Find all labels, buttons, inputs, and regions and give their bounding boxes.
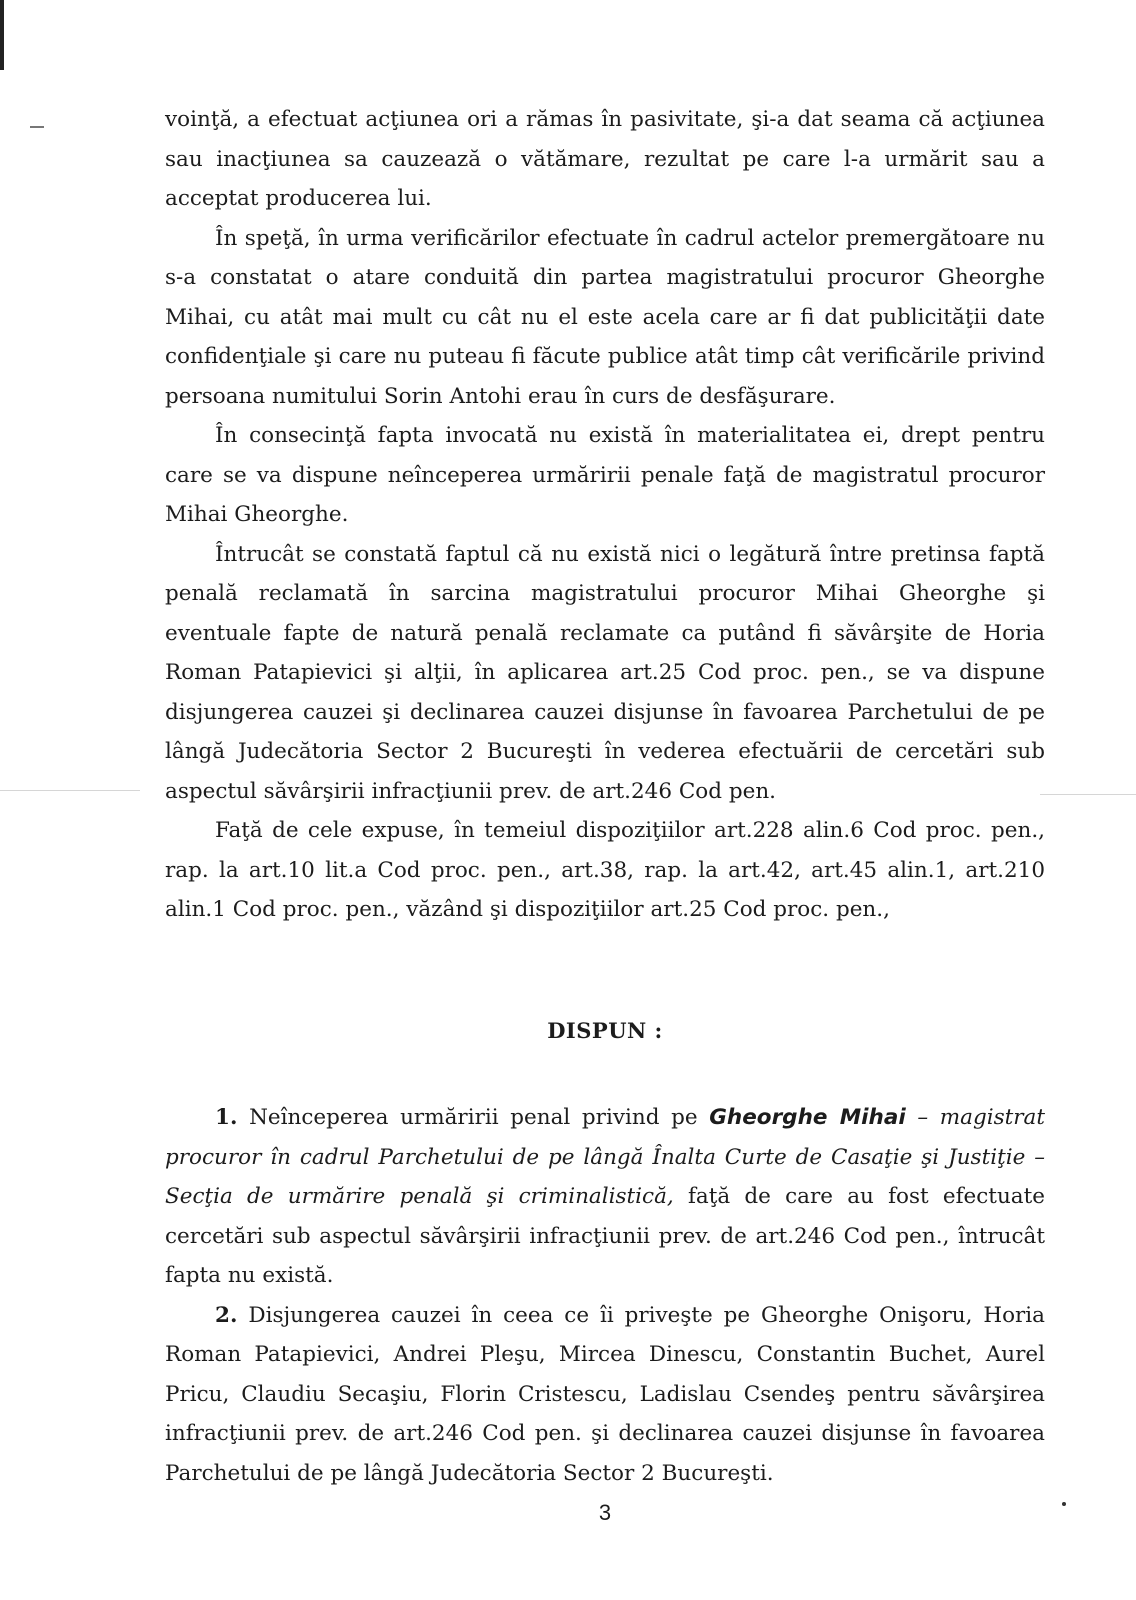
- paragraph: În consecinţă fapta invocată nu există în materialitatea ei, drept pentru care se va dispune neînceperea urmăririi penale faţă de magistratul procuror Mihai Gheorghe.: [165, 423, 1045, 527]
- item-lead: Neînceperea urmăririi penal privind pe: [249, 1105, 698, 1130]
- decision-heading: DISPUN :: [547, 1018, 663, 1043]
- person-role: – magistrat procuror în cadrul Parchetului de pe lângă Înalta Curte de Casaţie şi Justiţie – Secţia de urmărire penală şi criminalistică,: [165, 1105, 1046, 1209]
- page-number: 3: [598, 1500, 612, 1525]
- item-text: Disjungerea cauzei în ceea ce îi priveşte pe Gheorghe Onişoru, Horia Roman Patapievici, Andrei Pleşu, Mircea Dinescu, Constantin Buchet, Aurel Pricu, Claudiu Secaşiu, Florin Cristescu, Ladislau Csendeş pentru săvârşirea infracţiunii prev. de art.246 Cod pen. şi declinarea cauzei disjunse în favoarea Parchetului de pe lângă Judecătoria Sector 2 Bucureşti.: [165, 1302, 1045, 1486]
- person-name: Gheorghe Mihai: [709, 1105, 906, 1130]
- item-rest: faţă de care au fost efectuate cercetări sub aspectul săvârşirii infracţiunii prev. de art.246 Cod pen., întrucât fapta nu există.: [165, 1184, 1045, 1288]
- fold-line: [0, 790, 140, 791]
- paragraph: Faţă de cele expuse, în temeiul dispoziţiilor art.228 alin.6 Cod proc. pen., rap. la art.10 lit.a Cod proc. pen., art.38, rap. la art.42, art.45 alin.1, art.210 alin.1 Cod proc. pen., văzând şi dispoziţiilor art.25 Cod proc. pen.,: [165, 818, 1045, 922]
- paragraph: În speţă, în urma verificărilor efectuate în cadrul actelor premergătoare nu s-a constatat o atare conduită din partea magistratului procuror Gheorghe Mihai, cu atât mai mult cu cât nu el este acela care ar fi dat publicităţii date confidenţiale şi care nu puteau fi făcute publice atât timp cât verificările privind persoana numitului Sorin Antohi erau în curs de desfăşurare.: [165, 225, 1045, 409]
- scan-edge-mark: [0, 0, 4, 70]
- item-number: 2.: [215, 1302, 238, 1328]
- scan-speck: [1062, 1502, 1066, 1506]
- scan-tick-mark: [30, 126, 44, 128]
- paragraph: Întrucât se constată faptul că nu există nici o legătură între pretinsa faptă penală reclamată în sarcina magistratului procuror Mihai Gheorghe şi eventuale fapte de natură penală reclamate ca putând fi săvârşite de Horia Roman Patapievici şi alţii, în aplicarea art.25 Cod proc. pen., se va dispune disjungerea cauzei şi declinarea cauzei disjunse în favoarea Parchetului de pe lângă Judecătoria Sector 2 Bucureşti în vederea efectuării de cercetări sub aspectul săvârşirii infracţiunii prev. de art.246 Cod pen.: [165, 541, 1045, 804]
- decision-item-1: [165, 1098, 1045, 1296]
- fold-line: [1040, 794, 1136, 795]
- item-number: 1.: [215, 1105, 238, 1130]
- decision-item-2: [165, 1296, 1045, 1494]
- reasoning-section: [165, 100, 1045, 930]
- paragraph: voinţă, a efectuat acţiunea ori a rămas în pasivitate, şi-a dat seama că acţiunea sau inacţiunea sa cauzează o vătămare, rezultat pe care l-a urmărit sau a acceptat producerea lui.: [165, 107, 1045, 211]
- decision-section: [165, 1098, 1045, 1493]
